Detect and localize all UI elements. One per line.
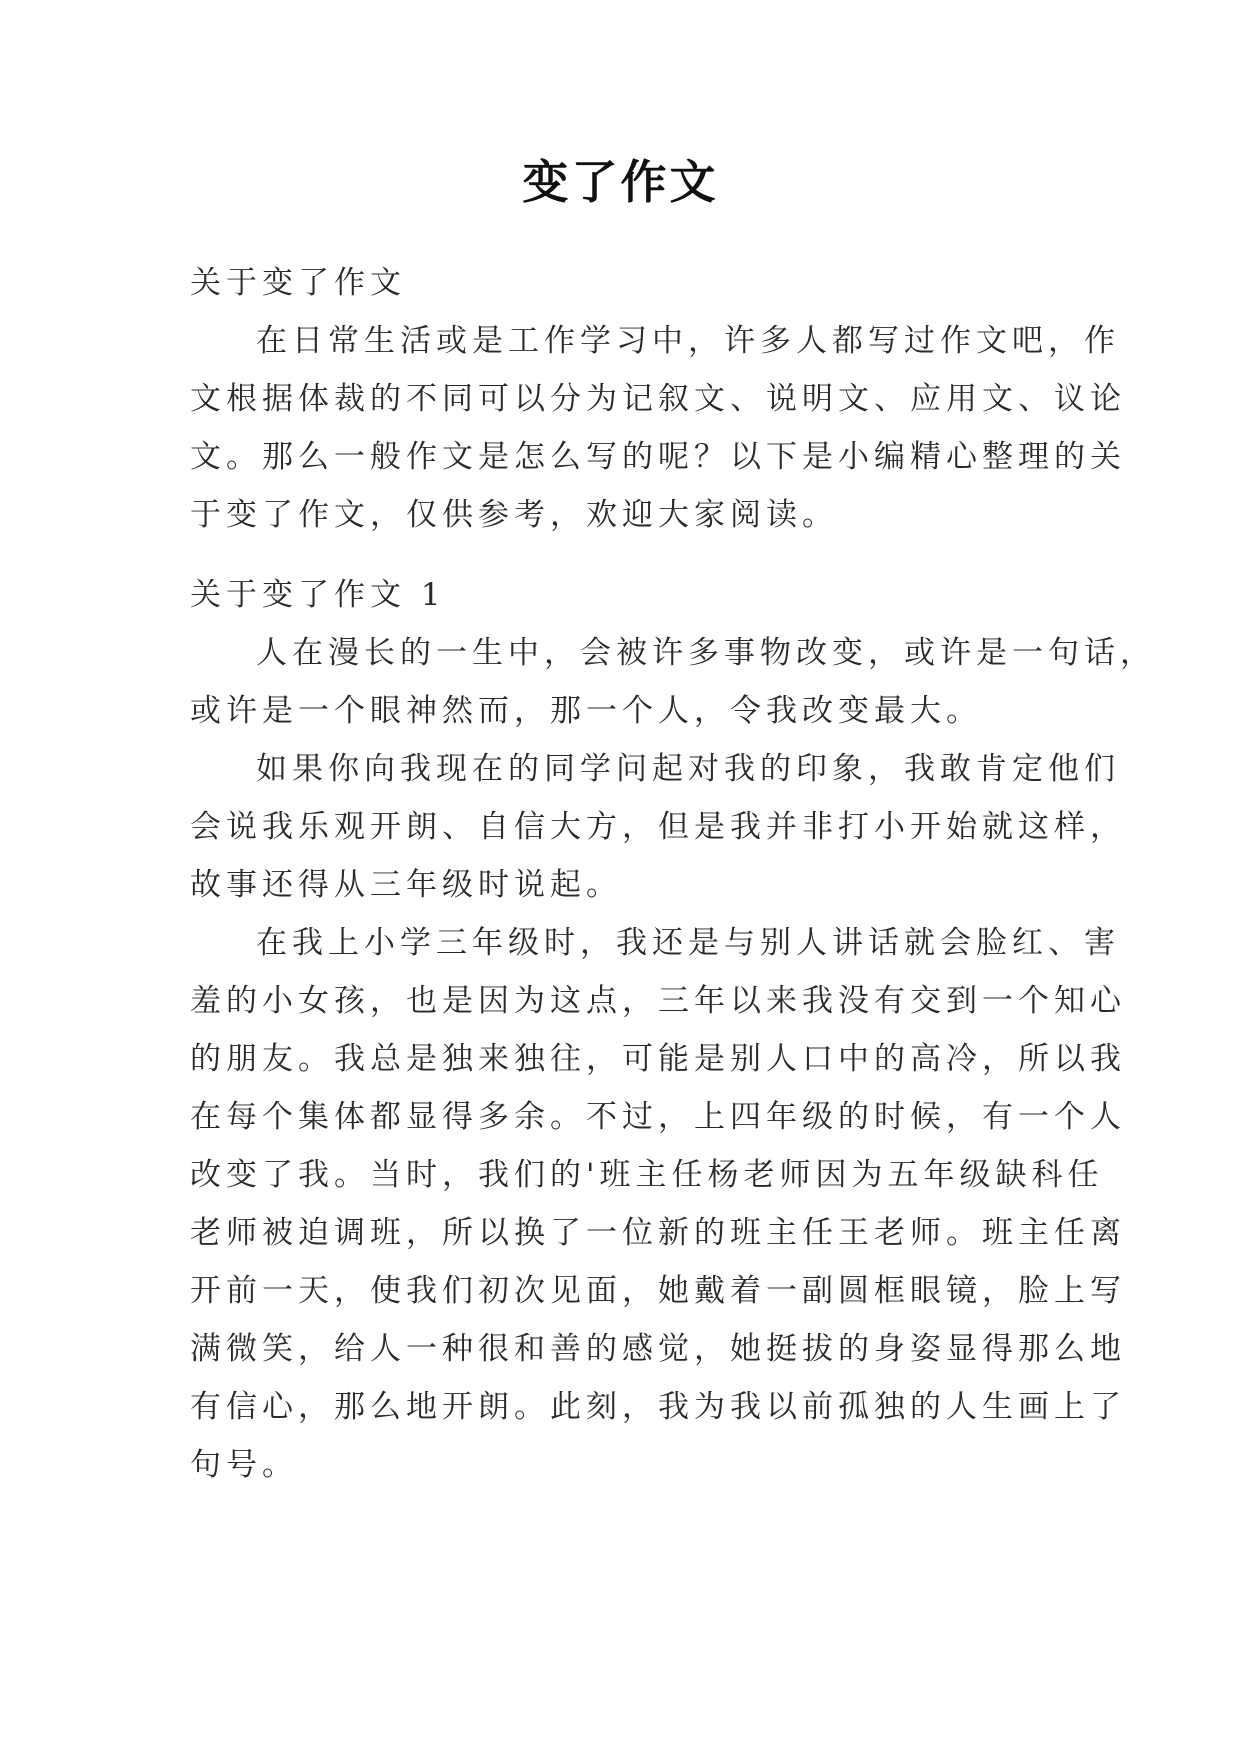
intro-heading: 关于变了作文 — [190, 265, 406, 301]
intro-line: 在日常生活或是工作学习中，许多人都写过作文吧，作 — [256, 323, 1120, 359]
paragraph-line: 在每个集体都显得多余。不过，上四年级的时候，有一个人 — [190, 1099, 1126, 1135]
paragraph-line: 或许是一个眼神然而，那一个人，令我改变最大。 — [190, 693, 982, 729]
essay-section — [190, 566, 1156, 1494]
intro-line: 文根据体裁的不同可以分为记叙文、说明文、应用文、议论 — [190, 381, 1126, 417]
paragraph-line: 有信心，那么地开朗。此刻，我为我以前孤独的人生画上了 — [190, 1389, 1126, 1425]
paragraph-line: 会说我乐观开朗、自信大方，但是我并非打小开始就这样， — [190, 809, 1126, 845]
paragraph-line: 开前一天，使我们初次见面，她戴着一副圆框眼镜，脸上写 — [190, 1273, 1126, 1309]
paragraph-line: 老师被迫调班，所以换了一位新的班主任王老师。班主任离 — [190, 1215, 1126, 1251]
intro-line: 于变了作文，仅供参考，欢迎大家阅读。 — [190, 497, 838, 533]
intro-line: 文。那么一般作文是怎么写的呢？以下是小编精心整理的关 — [190, 439, 1126, 475]
paragraph-line: 在我上小学三年级时，我还是与别人讲话就会脸红、害 — [256, 925, 1120, 961]
intro-section — [190, 254, 1126, 544]
paragraph-line: 羞的小女孩，也是因为这点，三年以来我没有交到一个知心 — [190, 983, 1126, 1019]
paragraph-line: 人在漫长的一生中，会被许多事物改变，或许是一句话， — [256, 635, 1156, 671]
document-title: 变了作文 — [522, 155, 719, 209]
paragraph-line: 故事还得从三年级时说起。 — [190, 867, 622, 903]
paragraph-line: 句号。 — [190, 1447, 298, 1483]
paragraph-line: 满微笑，给人一种很和善的感觉，她挺拔的身姿显得那么地 — [190, 1331, 1126, 1367]
paragraph-line: 的朋友。我总是独来独往，可能是别人口中的高冷，所以我 — [190, 1041, 1126, 1077]
paragraph-line: 改变了我。当时，我们的'班主任杨老师因为五年级缺科任 — [190, 1157, 1104, 1193]
paragraph-line: 如果你向我现在的同学问起对我的印象，我敢肯定他们 — [256, 751, 1120, 787]
essay-heading: 关于变了作文 1 — [190, 577, 446, 613]
